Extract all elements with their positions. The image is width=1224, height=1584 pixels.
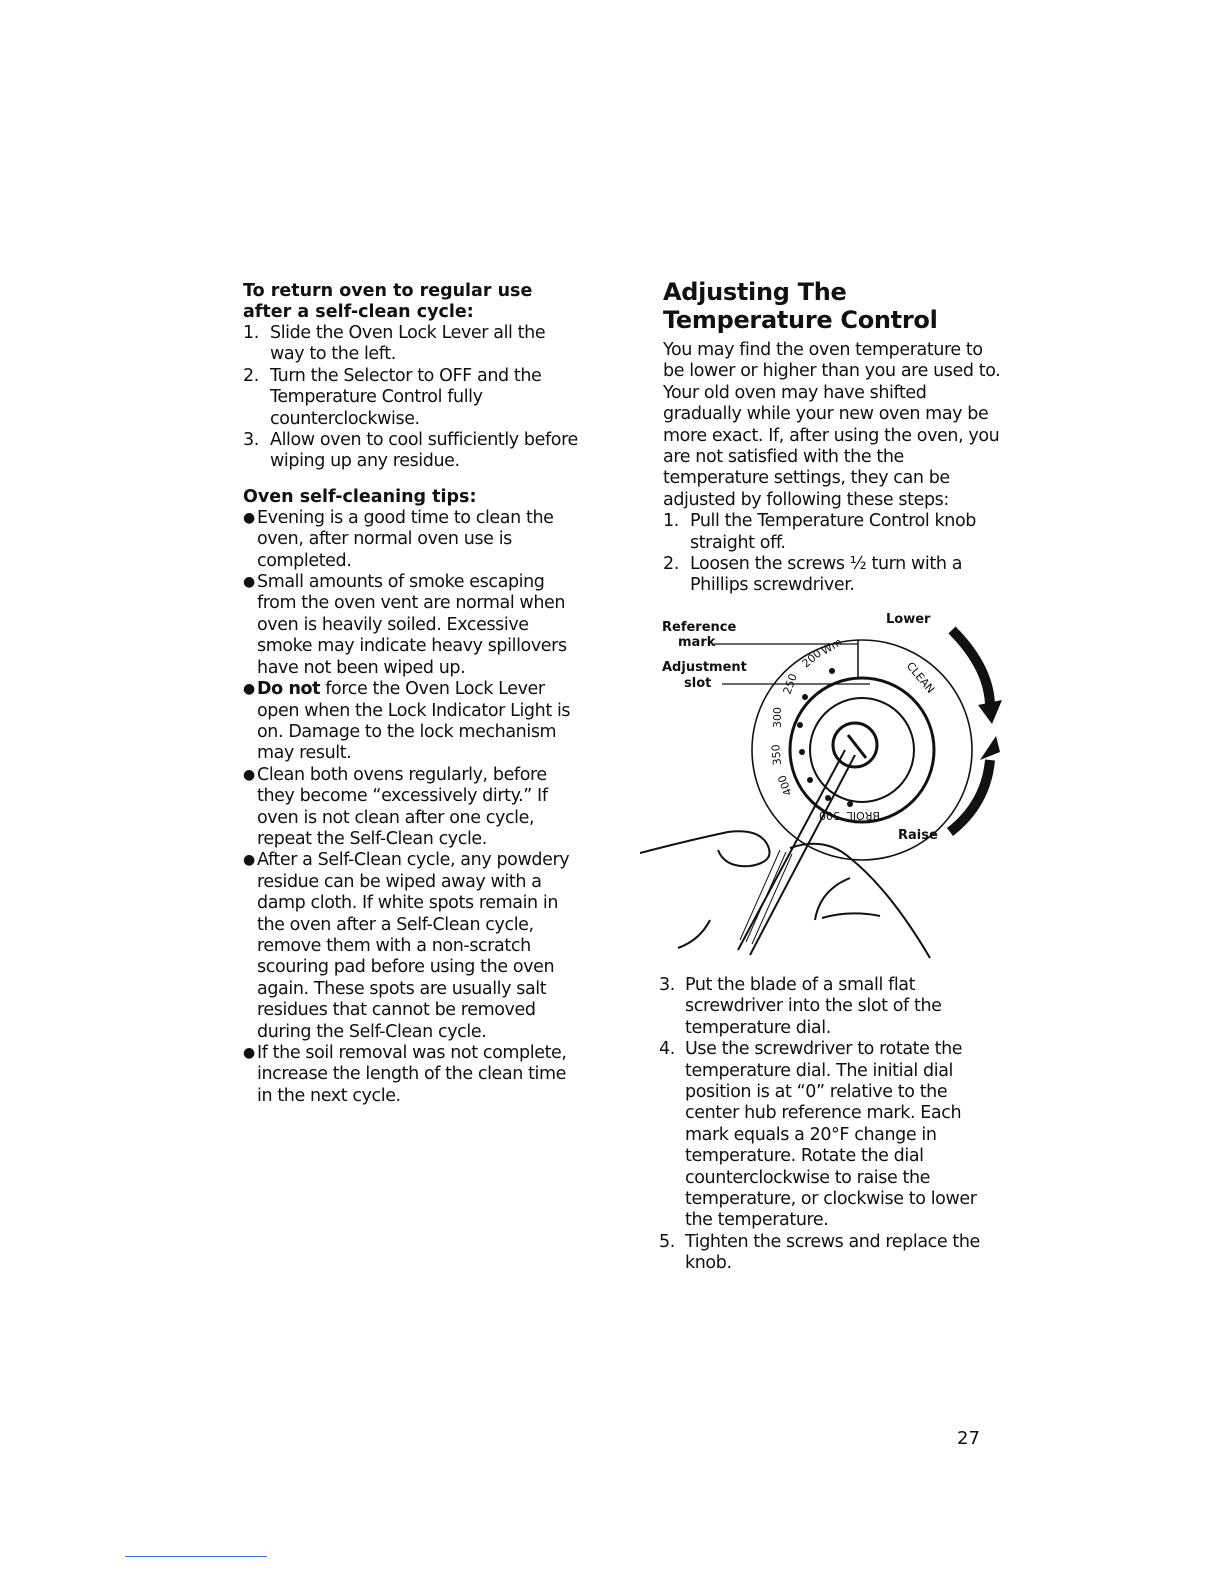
list-item: 4. Use the screwdriver to rotate the temperature dial. The initial dial position is at “0” relative to the center hub reference mark. Each mark equals a 20°F change in temperature. Rotate the dial counterclockwise to raise the temperature, or clockwise to lower the temperature.	[659, 1039, 977, 1231]
tips-list	[243, 508, 583, 1107]
list-item: 3. Allow oven to cool sufficiently before wiping up any residue.	[243, 430, 578, 472]
dial-dot	[797, 722, 803, 728]
list-item: 3. Put the blade of a small flat screwdriver into the slot of the temperature dial.	[659, 975, 942, 1038]
label-adjustment-slot: slot	[684, 676, 712, 691]
right-column	[663, 278, 1003, 597]
dial-500: 500	[819, 809, 840, 822]
adjust-steps-b	[659, 975, 989, 1275]
return-heading: To return oven to regular use after a self-clean cycle:	[243, 281, 533, 322]
hand-thumb	[640, 831, 770, 866]
label-adjustment: Adjustment	[662, 660, 747, 675]
temperature-dial-diagram	[640, 600, 1020, 970]
hand-finger	[822, 913, 880, 918]
section-title: Adjusting The Temperature Control	[663, 278, 938, 334]
hand-finger	[678, 920, 710, 948]
lower-arrow	[952, 630, 990, 712]
dial-dot	[829, 668, 835, 674]
bullet-icon: ●	[243, 1045, 255, 1061]
label-lower: Lower	[886, 612, 931, 627]
screw-slot	[848, 735, 866, 758]
return-steps	[243, 323, 583, 473]
tips-heading: Oven self-cleaning tips:	[243, 486, 477, 507]
list-item: ● Clean both ovens regularly, before they become “excessively dirty.” If oven is not clean after one cycle, repeat the Self-Clean cycle.	[243, 764, 548, 849]
list-item: 1. Slide the Oven Lock Lever all the way to the left.	[243, 323, 546, 365]
dial-dot	[799, 749, 805, 755]
dial-wm: Wm	[819, 635, 845, 658]
bullet-icon: ●	[243, 766, 255, 783]
dial-350: 350	[769, 743, 784, 766]
dial-250: 250	[780, 671, 801, 697]
dial-dot	[807, 777, 813, 783]
dial-broil: BROIL	[846, 809, 880, 822]
list-item: ● Evening is a good time to clean the oven, after normal oven use is completed.	[243, 507, 554, 571]
bullet-icon: ●	[243, 574, 255, 591]
list-item: ● If the soil removal was not complete, increase the length of the clean time in the next cycle.	[243, 1043, 567, 1106]
dial-400: 400	[775, 773, 795, 798]
bullet-icon: ●	[243, 852, 255, 869]
page-number: 27	[957, 1428, 980, 1449]
footer-rule	[125, 1556, 267, 1557]
list-item: 5. Tighten the screws and replace the knob.	[659, 1231, 980, 1274]
dial-dot	[825, 795, 831, 801]
raise-arrowhead-icon	[980, 736, 1000, 760]
label-reference-mark: mark	[678, 635, 716, 650]
bullet-icon: ●	[243, 509, 255, 526]
list-item: 2. Loosen the screws ½ turn with a Phillips screwdriver.	[663, 554, 963, 596]
list-item: ● After a Self-Clean cycle, any powdery residue can be wiped away with a damp cloth. If white spots remain in the oven after a Self-Clean cycle, remove them with a non-scratch scouring pad before using the oven again. These spots are usually salt residues that cannot be removed during the Self-Clean cycle.	[243, 850, 570, 1042]
dial-clean: CLEAN	[903, 659, 938, 696]
screwdriver-shaft	[738, 750, 845, 950]
hand-finger	[790, 844, 930, 958]
list-item: ● Small amounts of smoke escaping from the oven vent are normal when oven is heavily soiled. Excessive smoke may indicate heavy spillovers have not been wiped up.	[243, 572, 567, 678]
dial-outer-ring	[752, 640, 972, 860]
list-item: 1. Pull the Temperature Control knob straight off.	[663, 511, 976, 553]
left-column	[243, 281, 583, 1107]
emphasis: Do not	[257, 679, 321, 700]
dial-inner-ring	[790, 678, 934, 822]
adjust-steps-b-container	[659, 975, 989, 1275]
label-raise: Raise	[898, 828, 938, 843]
intro-paragraph: You may find the oven temperature to be lower or higher than you are used to. Your old oven may have shifted gradually while your new oven may be more exact. If, after using the oven, you are not satisfied with the the temperature settings, they can be adjusted by following these steps:	[663, 340, 1001, 510]
bullet-icon: ●	[243, 681, 255, 698]
adjust-steps-a	[663, 511, 1003, 597]
dial-300: 300	[771, 707, 784, 728]
label-reference: Reference	[662, 620, 737, 635]
dial-dot	[802, 694, 808, 700]
screwdriver-shaft	[750, 755, 855, 955]
lower-arrowhead-icon	[978, 700, 1002, 724]
list-item: 2. Turn the Selector to OFF and the Temperature Control fully counterclockwise.	[243, 365, 542, 429]
list-item: ● Do not force the Oven Lock Lever open when the Lock Indicator Light is on. Damage to the lock mechanism may result.	[243, 679, 571, 764]
dial-200: 200	[799, 646, 825, 671]
dial-dot	[847, 801, 853, 807]
